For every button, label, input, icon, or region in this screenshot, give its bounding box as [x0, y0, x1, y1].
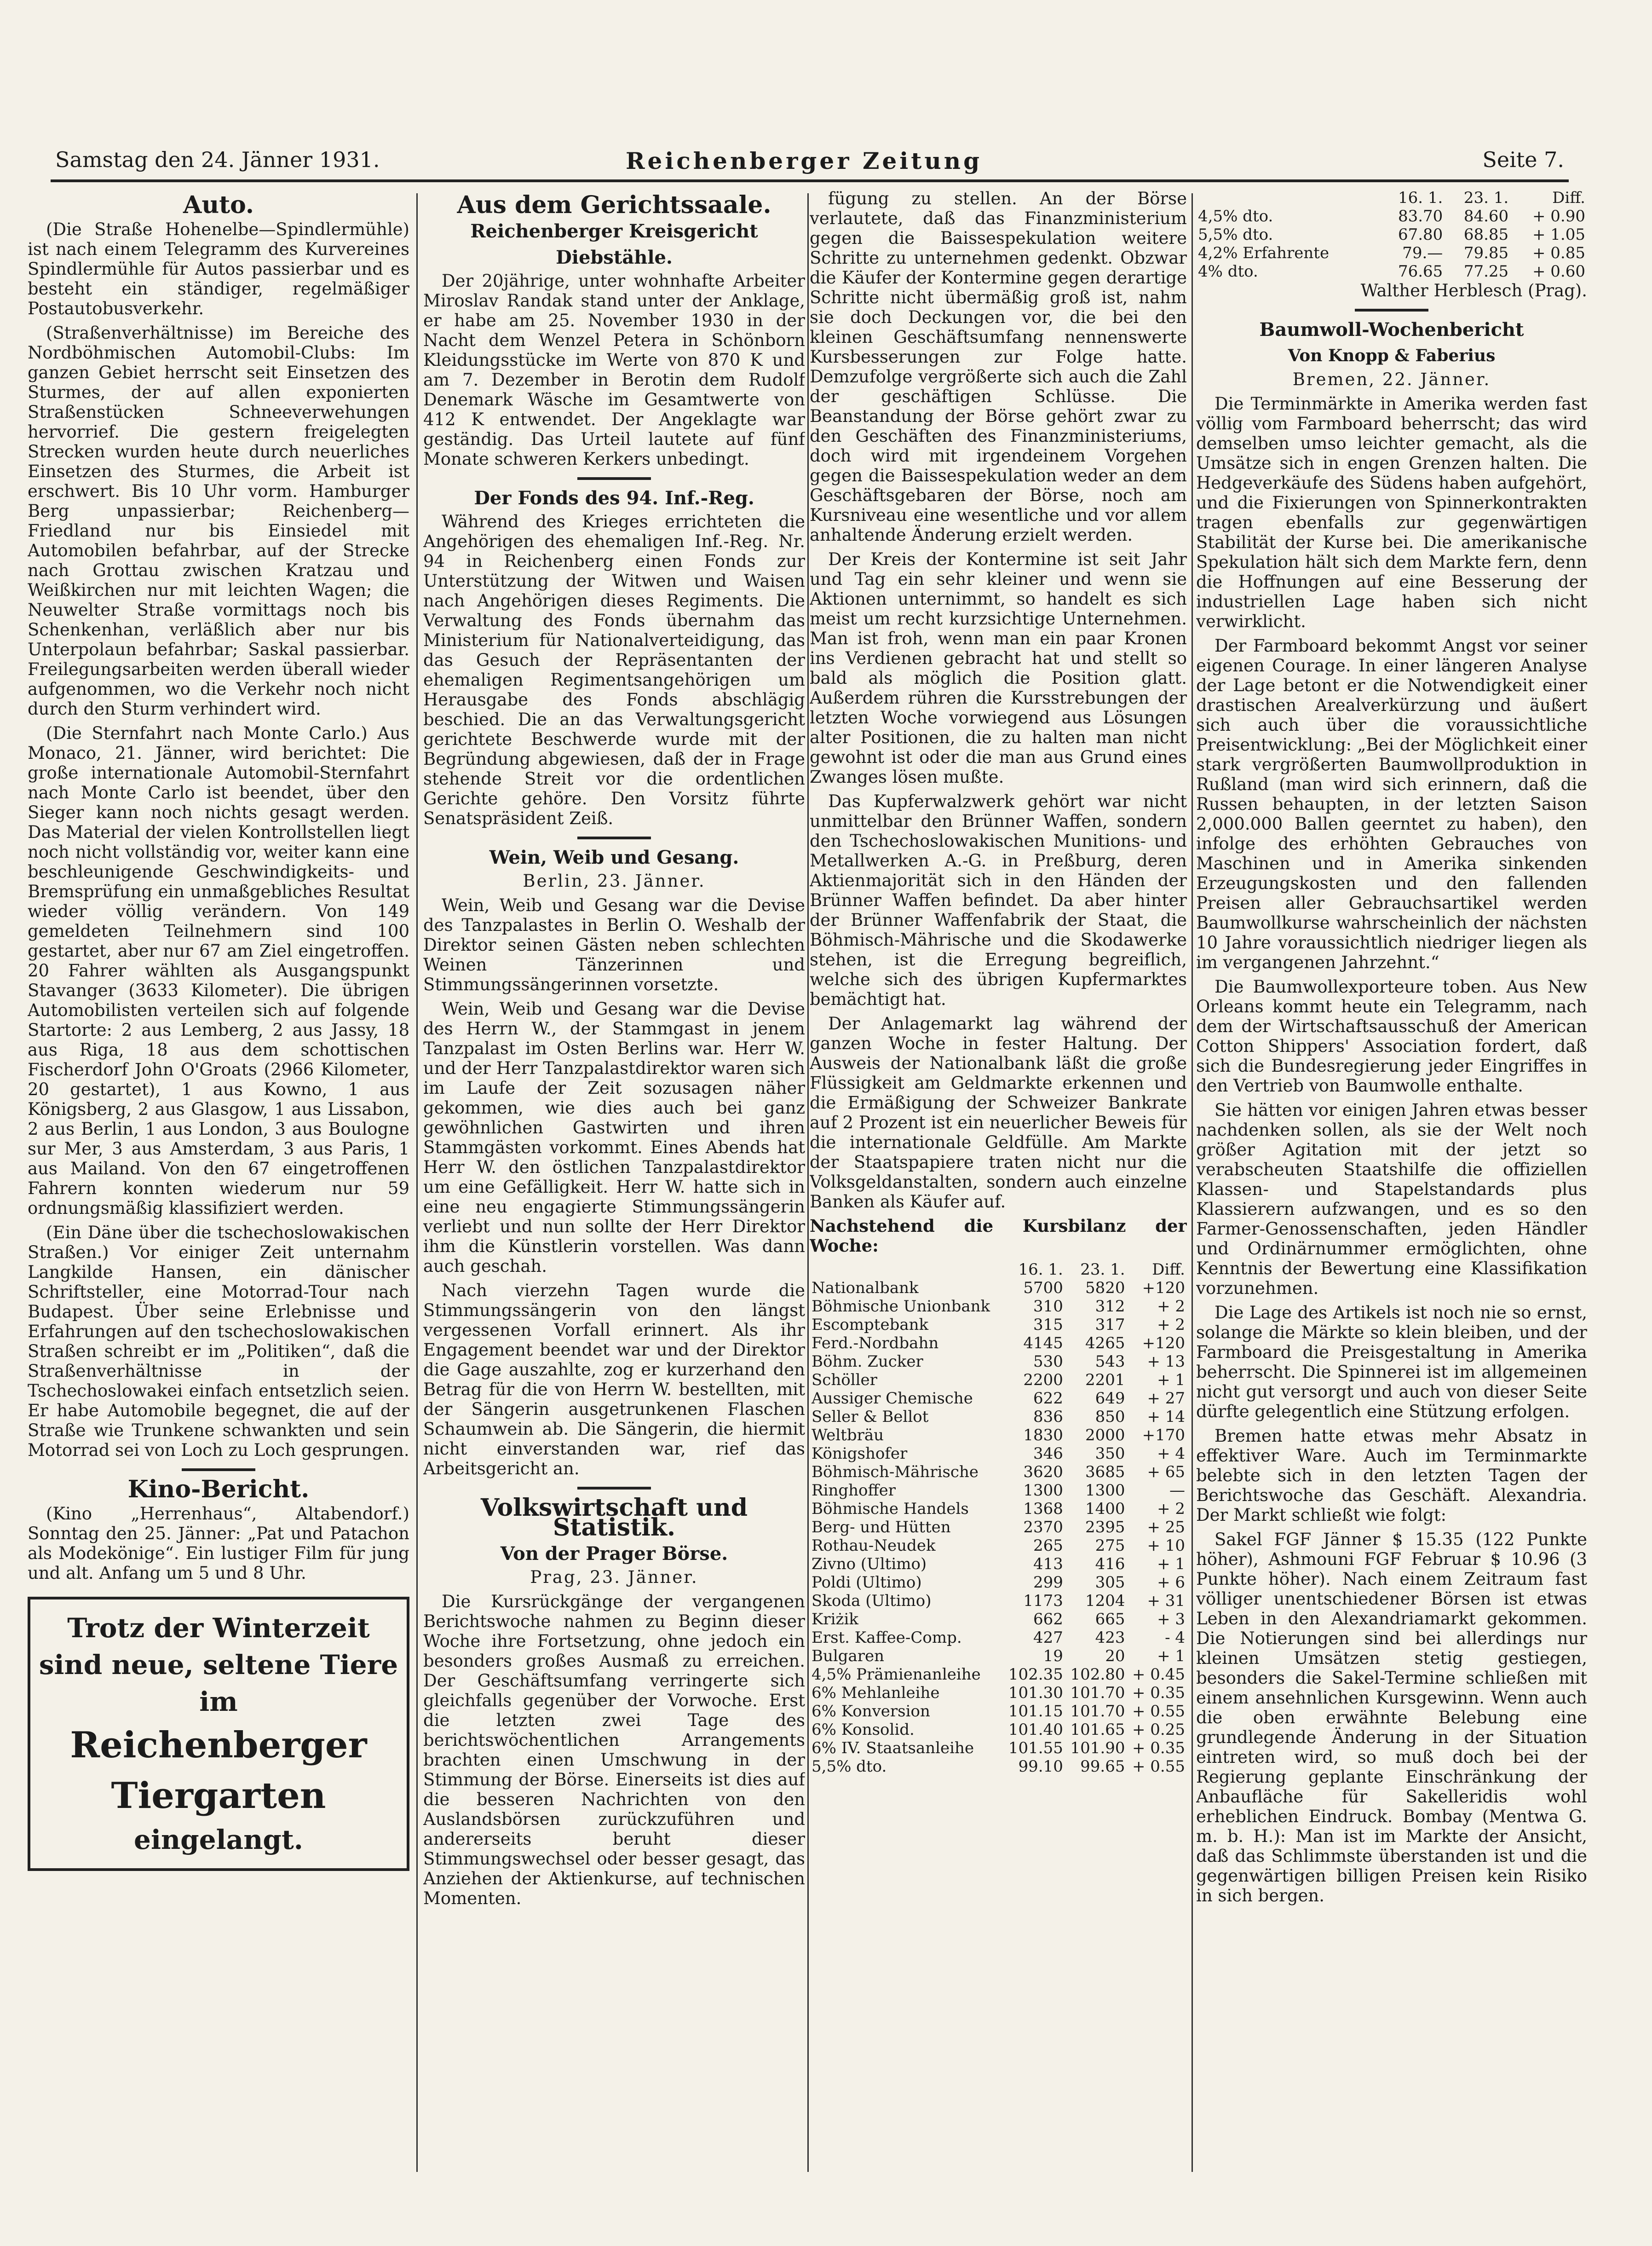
value-cell: 79.— — [1402, 244, 1443, 262]
value-cell: 101.15 — [1008, 1702, 1063, 1721]
value-cell: 84.60 — [1463, 207, 1509, 225]
table-row — [1196, 244, 1587, 262]
value-cell: 665 — [1095, 1610, 1125, 1628]
value-cell: + 0.45 — [1132, 1665, 1185, 1684]
article-title: Der Fonds des 94. Inf.-Reg. — [474, 487, 754, 509]
table-row — [810, 1352, 1187, 1371]
column-1 — [28, 189, 409, 2167]
ad-line: eingelangt. — [134, 1824, 303, 1855]
security-name-cell: 6% IV. Staatsanleihe — [812, 1739, 974, 1757]
table-row — [810, 1444, 1187, 1463]
value-cell: 1300 — [1085, 1481, 1125, 1500]
value-cell: + 4 — [1157, 1444, 1185, 1463]
value-cell: + 2 — [1157, 1316, 1185, 1334]
value-cell: + 0.60 — [1532, 262, 1585, 281]
column-rule — [416, 193, 418, 2172]
security-name-cell: 5,5% dto. — [1198, 225, 1273, 244]
subsection-title: Reichenberger Kreisgericht — [470, 220, 758, 242]
table-header-cell: Diff. — [1552, 189, 1585, 207]
article-paragraph: Die Kursrückgänge der vergangenen Berichtswoche nahmen zu Beginn dieser Woche ihre Fortsetzung, ohne jedoch ein besonders großes Ausmaß zu erreichen. Der Geschäftsumfang verringerte sich gleichfalls gegenüber der Vorwoche. Erst die letzten zwei Tage des berichtswöchentlichen Arrangements brachten einen Umschwung in der Stimmung der Börse. Einerseits ist dies auf die besseren Nachrichten von den Auslandsbörsen zurückzuführen und andererseits beruht dieser Stimmungswechsel oder besser gesagt, das Anziehen der Aktienkurse, auf technischen Momenten. — [423, 1592, 805, 1908]
article-paragraph: fügung zu stellen. An der Börse verlautete, daß das Finanzministerium gegen die Baissespekulation weitere Schritte zu unternehmen gedenkt. Obzwar die Käufer der Kontermine gegen derartige Schritte nicht übermäßig groß ist, nahm sie doch Deckungen vor, die bei den kleinen Geschäftsumfang nennenswerte Kursbesserungen zur Folge hatte. Demzufolge vergrößerte sich auch die Zahl der geschäftigen Schlüsse. Die Beanstandung der Börse gehört zwar zu den Geschäften des Finanzministeriums, doch wird mit irgendeinem Vorgehen gegen die Baissespekulation weder an dem Geschäftsgebaren der Börse, noch am Kursniveau eine wesentliche und vor allem anhaltende Änderung erzielt werden. — [810, 189, 1187, 545]
value-cell: + 25 — [1147, 1518, 1185, 1536]
value-cell: 1400 — [1085, 1500, 1125, 1518]
security-name-cell: 4,2% Erfahrente — [1198, 244, 1330, 262]
article-paragraph: Wein, Weib und Gesang war die Devise des Herrn W., der Stammgast in jenem Tanzpalast im Osten Berlins war. Herr W. und der Herr Tanzpalastdirektor waren sich im Laufe der Zeit sozusagen näher gekommen, wie dies auch bei ganz gewöhnlichen Gastwirten und ihren Stammgästen vorkommt. Eines Abends hat Herr W. den östlichen Tanzpalastdirektor um eine Gefälligkeit. Herr W. hatte sich in eine neu engagierte Stimmungssängerin verliebt und nun sollte der Herr Direktor ihm die Künstlerin vorstellen. Was dann auch geschah. — [423, 999, 805, 1276]
value-cell: 1204 — [1085, 1592, 1125, 1610]
section-separator — [577, 1487, 651, 1490]
value-cell: +120 — [1142, 1334, 1185, 1352]
ad-line: sind neue, seltene Tiere — [39, 1649, 398, 1680]
column-rule — [1192, 193, 1193, 2172]
article-title: Wein, Weib und Gesang. — [489, 847, 739, 868]
security-name-cell: Erst. Kaffee-Comp. — [812, 1628, 962, 1647]
security-name-cell: Aussiger Chemische — [812, 1389, 973, 1408]
table-row — [810, 1628, 1187, 1647]
value-cell: - 4 — [1165, 1628, 1185, 1647]
value-cell: + 1 — [1157, 1647, 1185, 1665]
value-cell: + 31 — [1147, 1592, 1185, 1610]
value-cell: 79.85 — [1463, 244, 1509, 262]
security-name-cell: Weltbräu — [812, 1426, 884, 1444]
article-paragraph: (Kino „Herrenhaus“, Altabendorf.) Sonntag den 25. Jänner: „Pat und Patachon als Modekönige“. Ein lustiger Film für jung und alt. Anfang um 5 und 8 Uhr. — [28, 1504, 409, 1583]
table-row — [810, 1481, 1187, 1500]
article-paragraph: (Ein Däne über die tschechoslowakischen Straßen.) Vor einiger Zeit unternahm Langkilde Hansen, ein dänischer Schriftsteller, eine Motorrad-Tour nach Budapest. Über seine Erlebnisse und Erfahrungen auf den tschechoslowakischen Straßen schreibt er im „Politiken“, daß die Straßenverhältnisse in der Tschechoslowakei einfach entsetzlich seien. Er habe Automobile begegnet, die auf der Straße wie Trunkene schwankten und sein Motorrad sei von Loch zu Loch gesprungen. — [28, 1223, 409, 1460]
value-cell: 2000 — [1085, 1426, 1125, 1444]
article-paragraph: Die Baumwollexporteure toben. Aus New Orleans kommt heute ein Telegramm, nach dem der Wirtschaftsausschuß der American Cotton Shippers' Association fordert, daß sich die Bundesregierung jeder Eingriffes in den Vertrieb von Baumwolle enthalte. — [1196, 977, 1587, 1096]
table-row — [810, 1647, 1187, 1665]
security-name-cell: 4% dto. — [1198, 262, 1258, 281]
security-name-cell: Schöller — [812, 1371, 877, 1389]
security-name-cell: Böhmisch-Mährische — [812, 1463, 979, 1481]
value-cell: 102.35 — [1008, 1665, 1063, 1684]
value-cell: 67.80 — [1398, 225, 1443, 244]
article-paragraph: Nach vierzehn Tagen wurde die Stimmungssängerin von den längst vergessenen Vorfall erinnert. Als ihr Engagement beendet war und der Direktor die Gage auszahlte, zog er kurzerhand den Betrag für die von Herrn W. bestellten, mit der Sängerin ausgetrunkenen Flaschen Schaumwein ab. Die Sängerin, die hiermit nicht einverstanden war, rief das Arbeitsgericht an. — [423, 1281, 805, 1478]
table-title: Nachstehend die Kursbilanz der Woche: — [810, 1216, 1187, 1256]
dateline: Prag, 23. Jänner. — [530, 1567, 698, 1587]
table-row — [810, 1500, 1187, 1518]
table-header-cell — [1196, 189, 1379, 207]
article-paragraph: Das Kupferwalzwerk gehört war nicht unmittelbar den Brünner Waffen, sondern den Tschechoslowakischen Munitions- und Metallwerken A.-G. in Preßburg, deren Aktienmajorität sich in den Händen der Brünner Waffen befindet. Da aber hinter der Brünner Waffenfabrik der Staat, die Böhmisch-Mährische und die Skodawerke stehen, ist die Erregung begreiflich, welche sich des übrigen Kupfermarktes bemächtigt hat. — [810, 791, 1187, 1009]
value-cell: + 2 — [1157, 1500, 1185, 1518]
ad-line: Trotz der Winterzeit — [67, 1612, 370, 1644]
value-cell: 427 — [1033, 1628, 1063, 1647]
section-title-gericht: Aus dem Gerichtssaale. — [457, 191, 771, 219]
author-signature: Walther Herblesch (Prag). — [1360, 281, 1587, 300]
value-cell: + 0.90 — [1532, 207, 1585, 225]
section-title-auto: Auto. — [183, 191, 254, 219]
column-4 — [1196, 189, 1587, 2167]
security-name-cell: Seller & Bellot — [812, 1408, 929, 1426]
table-row — [810, 1610, 1187, 1628]
table-row — [810, 1684, 1187, 1702]
table-row — [810, 1721, 1187, 1739]
value-cell: 2395 — [1085, 1518, 1125, 1536]
value-cell: 299 — [1033, 1573, 1063, 1592]
tiergarten-advertisement — [28, 1597, 409, 1871]
security-name-cell: Poldi (Ultimo) — [812, 1573, 922, 1592]
newspaper-title: Reichenberger Zeitung — [626, 147, 983, 174]
article-byline: Von Knopp & Faberius — [1288, 346, 1496, 365]
article-paragraph: Wein, Weib und Gesang war die Devise des Tanzpalastes in Berlin O. Weshalb der Direktor seinen Gästen neben schlechten Weinen Tänzerinnen und Stimmungssängerinnen vorsetzte. — [423, 895, 805, 994]
value-cell: 5700 — [1023, 1279, 1063, 1297]
value-cell: 101.55 — [1008, 1739, 1063, 1757]
article-paragraph: (Die Straße Hohenelbe—Spindlermühle) ist nach einem Telegramm des Kurvereines Spindlermühle für Autos passierbar und es besteht ein ständiger, regelmäßiger Postautobusverkehr. — [28, 219, 409, 318]
security-name-cell: Kriżik — [812, 1610, 858, 1628]
value-cell: 423 — [1095, 1628, 1125, 1647]
page-number: Seite 7. — [1482, 147, 1564, 172]
security-name-cell: 6% Konsolid. — [812, 1721, 915, 1739]
value-cell: 101.40 — [1008, 1721, 1063, 1739]
article-paragraph: Der Kreis der Kontermine ist seit Jahr und Tag ein sehr kleiner und wenn sie Aktionen unternimmt, so handelt es sich meist um recht kurzsichtige Unternehmen. Man ist froh, wenn man ein paar Kronen ins Verdienen gebracht hat und stellt so bald als möglich die Position glatt. Außerdem rühren die Kursstrebungen der letzten Woche vorwiegend aus Lösungen alter Positionen, die zu halten man nicht gewohnt ist oder die man aus Grund eines Zwanges lösen mußte. — [810, 549, 1187, 787]
security-name-cell: Nationalbank — [812, 1279, 919, 1297]
security-name-cell: Zivno (Ultimo) — [812, 1555, 927, 1573]
value-cell: 99.10 — [1018, 1757, 1063, 1776]
value-cell: 1173 — [1023, 1592, 1063, 1610]
table-row — [810, 1316, 1187, 1334]
table-row — [810, 1297, 1187, 1316]
security-name-cell: Königshofer — [812, 1444, 908, 1463]
security-name-cell: Bulgaren — [812, 1647, 885, 1665]
section-title-kino: Kino-Bericht. — [127, 1475, 310, 1503]
anleihen-table — [1196, 189, 1587, 281]
article-paragraph: Bremen hatte etwas mehr Absatz in effektiver Ware. Auch im Terminmarkte belebte sich in den letzten Tagen der Berichtswoche das Geschäft. Alexandria. Der Markt schließt wie folgt: — [1196, 1426, 1587, 1525]
table-row — [810, 1555, 1187, 1573]
security-name-cell: Ferd.-Nordbahn — [812, 1334, 939, 1352]
table-header-cell: 23. 1. — [1463, 189, 1509, 207]
value-cell: + 27 — [1147, 1389, 1185, 1408]
table-row — [1196, 207, 1587, 225]
security-name-cell: 5,5% dto. — [812, 1757, 887, 1776]
value-cell: 1830 — [1023, 1426, 1063, 1444]
table-row — [810, 1536, 1187, 1555]
security-name-cell: 6% Mehlanleihe — [812, 1684, 940, 1702]
value-cell: 3620 — [1023, 1463, 1063, 1481]
value-cell: + 0.25 — [1132, 1721, 1185, 1739]
column-3 — [810, 189, 1187, 2167]
article-title: Diebstähle. — [556, 247, 673, 268]
section-separator — [182, 1468, 255, 1471]
value-cell: 68.85 — [1463, 225, 1509, 244]
value-cell: 20 — [1105, 1647, 1125, 1665]
value-cell: 310 — [1033, 1297, 1063, 1316]
value-cell: 2200 — [1023, 1371, 1063, 1389]
table-header-cell: 16. 1. — [1398, 189, 1443, 207]
column-rule — [807, 193, 809, 2172]
value-cell: 530 — [1033, 1352, 1063, 1371]
article-paragraph: Der Anlagemarkt lag während der ganzen Woche in fester Haltung. Der Ausweis der Nationalbank läßt die große Flüssigkeit am Geldmarkte erkennen und die Ermäßigung der Schweizer Bankrate auf 2 Prozent ist ein neuerlicher Beweis für die internationale Geldfülle. Am Markte der Staatspapiere traten nicht nur die Volksgeldanstalten, sondern auch einzelne Banken als Käufer auf. — [810, 1014, 1187, 1212]
security-name-cell: 6% Konversion — [812, 1702, 930, 1721]
value-cell: 265 — [1033, 1536, 1063, 1555]
value-cell: 101.70 — [1070, 1684, 1125, 1702]
security-name-cell: Skoda (Ultimo) — [812, 1592, 932, 1610]
section-title-volkswirtschaft: Volkswirtschaft und Statistik. — [480, 1494, 748, 1542]
value-cell: + 0.55 — [1132, 1757, 1185, 1776]
table-row — [810, 1757, 1187, 1776]
value-cell: 101.65 — [1070, 1721, 1125, 1739]
value-cell: 622 — [1033, 1389, 1063, 1408]
dateline: Berlin, 23. Jänner. — [523, 871, 706, 891]
value-cell: 101.70 — [1070, 1702, 1125, 1721]
table-row — [810, 1426, 1187, 1444]
kurs-table — [810, 1260, 1187, 1776]
value-cell: 19 — [1043, 1647, 1063, 1665]
table-row — [1196, 262, 1587, 281]
article-paragraph: Der Farmboard bekommt Angst vor seiner eigenen Courage. In einer längeren Analyse der Lage betont er die Notwendigkeit einer drastischen Arealverkürzung und äußert sich auch über die voraussichtliche Preisentwicklung: „Bei der Möglichkeit einer stark vergrößerten Baumwollproduktion in Rußland (man wird sich erinnern, daß die Russen behaupten, in der letzten Saison 2,000.000 Ballen geerntet zu haben), den infolge des erhöhten Gebrauches von Maschinen und in Amerika sinkenden Erzeugungskosten und den fallenden Preisen aller Gebrauchsartikel werden Baumwollkurse wahrscheinlich der nächsten 10 Jahre voraussichtlich niedriger liegen als im vergangenen Jahrzehnt.“ — [1196, 636, 1587, 972]
value-cell: 850 — [1095, 1408, 1125, 1426]
article-paragraph: (Die Sternfahrt nach Monte Carlo.) Aus Monaco, 21. Jänner, wird berichtet: Die große internationale Automobil-Sternfahrt nach Monte Carlo ist beendet, über den Sieger kann noch nichts gesagt werden. Das Material der vielen Kontrollstellen liegt noch nicht vollständig vor, weiter kann eine beschleunigende Geschwindigkeits- und Bremsprüfung ein unmaßgebliches Resultat wieder völlig verändern. Von 149 gemeldeten Teilnehmern sind 100 gestartet, aber nur 67 am Ziel eingetroffen. 20 Fahrer wählten als Ausgangspunkt Stavanger (3633 Kilometer). Die übrigen Automobilisten verteilen sich auf folgende Startorte: 2 aus Lemberg, 2 aus Jassy, 18 aus Riga, 18 aus dem schottischen Fischerdorf John O'Groats (2966 Kilometer, 20 gestartet), 1 aus Kowno, 1 aus Königsberg, 2 aus Glasgow, 1 aus Lissabon, 2 aus Berlin, 1 aus London, 3 aus Boulogne sur Mer, 3 aus Amsterdam, 3 aus Paris, 1 aus Mailand. Von den 67 eingetroffenen Fahrern konnten wiederum nur 59 ordnungsmäßig klassifiziert werden. — [28, 723, 409, 1218]
table-row — [810, 1389, 1187, 1408]
section-separator — [577, 837, 651, 839]
value-cell: + 0.85 — [1532, 244, 1585, 262]
table-row — [1196, 225, 1587, 244]
value-cell: + 1 — [1157, 1371, 1185, 1389]
article-paragraph: Der 20jährige, unter wohnhafte Arbeiter Miroslav Randak stand unter der Anklage, er habe am 25. November 1930 in der Nacht dem Wenzel Petera in Schönborn Kleidungsstücke im Werte von 870 K und am 7. Dezember in Berotin dem Rudolf Denemark Wäsche im Gesamtwerte von 412 K entwendet. Der Angeklagte war geständig. Das Urteil lautete auf fünf Monate schweren Kerkers unbedingt. — [423, 271, 805, 469]
header-date: Samstag den 24. Jänner 1931. — [55, 147, 380, 172]
security-name-cell: Rothau-Neudek — [812, 1536, 936, 1555]
value-cell: 315 — [1033, 1316, 1063, 1334]
security-name-cell: Böhmische Handels — [812, 1500, 969, 1518]
table-row — [810, 1739, 1187, 1757]
table-row — [810, 1702, 1187, 1721]
table-row — [810, 1463, 1187, 1481]
value-cell: 2370 — [1023, 1518, 1063, 1536]
value-cell: + 1.05 — [1532, 225, 1585, 244]
value-cell: 76.65 — [1398, 262, 1443, 281]
value-cell: 413 — [1033, 1555, 1063, 1573]
value-cell: 312 — [1095, 1297, 1125, 1316]
section-separator — [577, 477, 651, 480]
ad-headline: Reichenberger Tiergarten — [70, 1724, 367, 1817]
value-cell: 101.90 — [1070, 1739, 1125, 1757]
table-row — [810, 1592, 1187, 1610]
article-paragraph: Die Terminmärkte in Amerika werden fast völlig vom Farmboard beherrscht; das wird demselben umso leichter gemacht, als die Umsätze sich in engen Grenzen halten. Die Hedgeverkäufe des Südens haben aufgehört, und die Fixierungen von Spinnerkontrakten tragen ebenfalls zur gegenwärtigen Stabilität der Kurse bei. Die amerikanische Spekulation hält sich dem Markte fern, denn die Hoffnungen auf eine Besserung der industriellen Lage haben sich nicht verwirklicht. — [1196, 394, 1587, 631]
value-cell: 4145 — [1023, 1334, 1063, 1352]
value-cell: 99.65 — [1080, 1757, 1125, 1776]
value-cell: 317 — [1095, 1316, 1125, 1334]
security-name-cell: Berg- und Hütten — [812, 1518, 951, 1536]
table-row — [810, 1518, 1187, 1536]
value-cell: + 0.35 — [1132, 1739, 1185, 1757]
value-cell: 662 — [1033, 1610, 1063, 1628]
section-separator — [1355, 309, 1428, 312]
table-header-row — [1196, 189, 1587, 207]
security-name-cell: Escomptebank — [812, 1316, 929, 1334]
security-name-cell: 4,5% dto. — [1198, 207, 1273, 225]
value-cell: + 65 — [1147, 1463, 1185, 1481]
value-cell: +170 — [1142, 1426, 1185, 1444]
article-paragraph: Während des Krieges errichteten die Angehörigen des ehemaligen Inf.-Reg. Nr. 94 in Reichenberg einen Fonds zur Unterstützung der Witwen und Waisen nach Angehörigen dieses Regiments. Die Verwaltung des Fonds übernahm das Ministerium für Nationalverteidigung, das das Gesuch der Repräsentanten der ehemaligen Regimentsangehörigen um Herausgabe des Fonds abschlägig beschied. Die an das Verwaltungsgericht gerichtete Beschwerde wurde mit der Begründung abgewiesen, daß der in Frage stehende Streit vor die ordentlichen Gerichte gehöre. Den Vorsitz führte Senatspräsident Zeiß. — [423, 512, 805, 828]
value-cell: + 10 — [1147, 1536, 1185, 1555]
ad-line: im — [199, 1686, 238, 1717]
value-cell: 543 — [1095, 1352, 1125, 1371]
table-header-cell — [810, 1260, 1003, 1279]
subsection-title: Von der Prager Börse. — [500, 1543, 728, 1565]
value-cell: 1300 — [1023, 1481, 1063, 1500]
value-cell: + 13 — [1147, 1352, 1185, 1371]
table-row — [810, 1665, 1187, 1684]
table-row — [810, 1334, 1187, 1352]
table-header-cell: Diff. — [1152, 1260, 1185, 1279]
value-cell: 305 — [1095, 1573, 1125, 1592]
table-row — [810, 1279, 1187, 1297]
column-2 — [423, 189, 805, 2167]
table-header-row — [810, 1260, 1187, 1279]
value-cell: + 6 — [1157, 1573, 1185, 1592]
value-cell: 101.30 — [1008, 1684, 1063, 1702]
table-row — [810, 1408, 1187, 1426]
article-paragraph: (Straßenverhältnisse) im Bereiche des Nordböhmischen Automobil-Clubs: Im ganzen Gebiet herrscht seit Einsetzen des Sturmes, der auf allen exponierten Straßenstücken Schneeverwehungen hervorrief. Die gestern freigelegten Strecken wurden heute durch neuerliches Einsetzen des Sturmes, die Arbeit ist erschwert. Bis 10 Uhr vorm. Hamburger Berg unpassierbar; Reichenberg—Friedland nur bis Einsiedel mit Automobilen befahrbar, auf der Strecke nach Grottau zwischen Kratzau und Weißkirchen nur mit leichten Wagen; die Neuwelter Straße vormittags noch bis Schenkenhan, verläßlich aber nur bis Unterpolaun befahrbar; Saskal passierbar. Freilegungsarbeiten werden überall wieder aufgenommen, wo die Verkehr noch nicht durch den Sturm verhindert wird. — [28, 323, 409, 719]
security-name-cell: Böhm. Zucker — [812, 1352, 923, 1371]
value-cell: 77.25 — [1463, 262, 1509, 281]
value-cell: +120 — [1142, 1279, 1185, 1297]
value-cell: 275 — [1095, 1536, 1125, 1555]
table-row — [810, 1573, 1187, 1592]
security-name-cell: 4,5% Prämienanleihe — [812, 1665, 981, 1684]
value-cell: + 14 — [1147, 1408, 1185, 1426]
value-cell: 1368 — [1023, 1500, 1063, 1518]
value-cell: + 3 — [1157, 1610, 1185, 1628]
table-row — [810, 1371, 1187, 1389]
value-cell: — — [1169, 1481, 1185, 1500]
article-paragraph: Sakel FGF Jänner $ 15.35 (122 Punkte höher), Ashmouni FGF Februar $ 10.96 (3 Punkte höher). Nach einem Zeitraum fast völliger unentschiedener Börsen ist etwas Leben in den Alexandriamarkt gekommen. Die Notierungen sind bei allerdings nur kleinen Umsätzen stetig gestiegen, besonders die Sakel-Termine schließen mit einem ansehnlichen Kursgewinn. Wenn auch die oben erwähnte Belebung eine grundlegende Änderung in der Situation eintreten wird, so muß doch bei der Regierung geplante Einschränkung der Anbaufläche für Sakelleridis wohl erheblichen Eindruck. Bombay (Mentwa G. m. b. H.): Man ist im Markte der Ansicht, daß das Schlimmste überstanden ist und die gegenwärtigen billigen Preisen kein Risiko in sich bergen. — [1196, 1530, 1587, 1905]
security-name-cell: Ringhoffer — [812, 1481, 896, 1500]
article-paragraph: Die Lage des Artikels ist noch nie so ernst, solange die Märkte so klein bleiben, und der Farmboard die Preisgestaltung in Amerika beherrscht. Die Spinnerei ist im allgemeinen nicht gut versorgt und auch von dieser Seite dürfte gelegentlich eine Stützung erfolgen. — [1196, 1303, 1587, 1421]
article-title: Baumwoll-Wochenbericht — [1259, 319, 1524, 341]
value-cell: 5820 — [1085, 1279, 1125, 1297]
table-header-cell: 23. 1. — [1080, 1260, 1125, 1279]
article-paragraph: Sie hätten vor einigen Jahren etwas besser nachdenken sollen, als sie der Welt noch größer Agitation mit der jetzt so verabscheuten Staatshilfe die offiziellen Klassen- und Stapelstandards plus Klassierern aufzwangen, und es so den Farmer-Genossenschaften, jeden Händler und Ordinärnummer ermöglichten, ohne Kenntnis der Bewertung eine Klassifikation vorzunehmen. — [1196, 1100, 1587, 1298]
value-cell: 836 — [1033, 1408, 1063, 1426]
value-cell: + 1 — [1157, 1555, 1185, 1573]
value-cell: + 2 — [1157, 1297, 1185, 1316]
table-header-cell: 16. 1. — [1018, 1260, 1063, 1279]
security-name-cell: Böhmische Unionbank — [812, 1297, 990, 1316]
value-cell: 350 — [1095, 1444, 1125, 1463]
value-cell: 83.70 — [1398, 207, 1443, 225]
value-cell: 2201 — [1085, 1371, 1125, 1389]
page-header — [51, 138, 1569, 182]
value-cell: 3685 — [1085, 1463, 1125, 1481]
value-cell: 649 — [1095, 1389, 1125, 1408]
value-cell: 346 — [1033, 1444, 1063, 1463]
value-cell: + 0.55 — [1132, 1702, 1185, 1721]
value-cell: 416 — [1095, 1555, 1125, 1573]
value-cell: 102.80 — [1070, 1665, 1125, 1684]
dateline: Bremen, 22. Jänner. — [1292, 370, 1491, 389]
value-cell: + 0.35 — [1132, 1684, 1185, 1702]
value-cell: 4265 — [1085, 1334, 1125, 1352]
